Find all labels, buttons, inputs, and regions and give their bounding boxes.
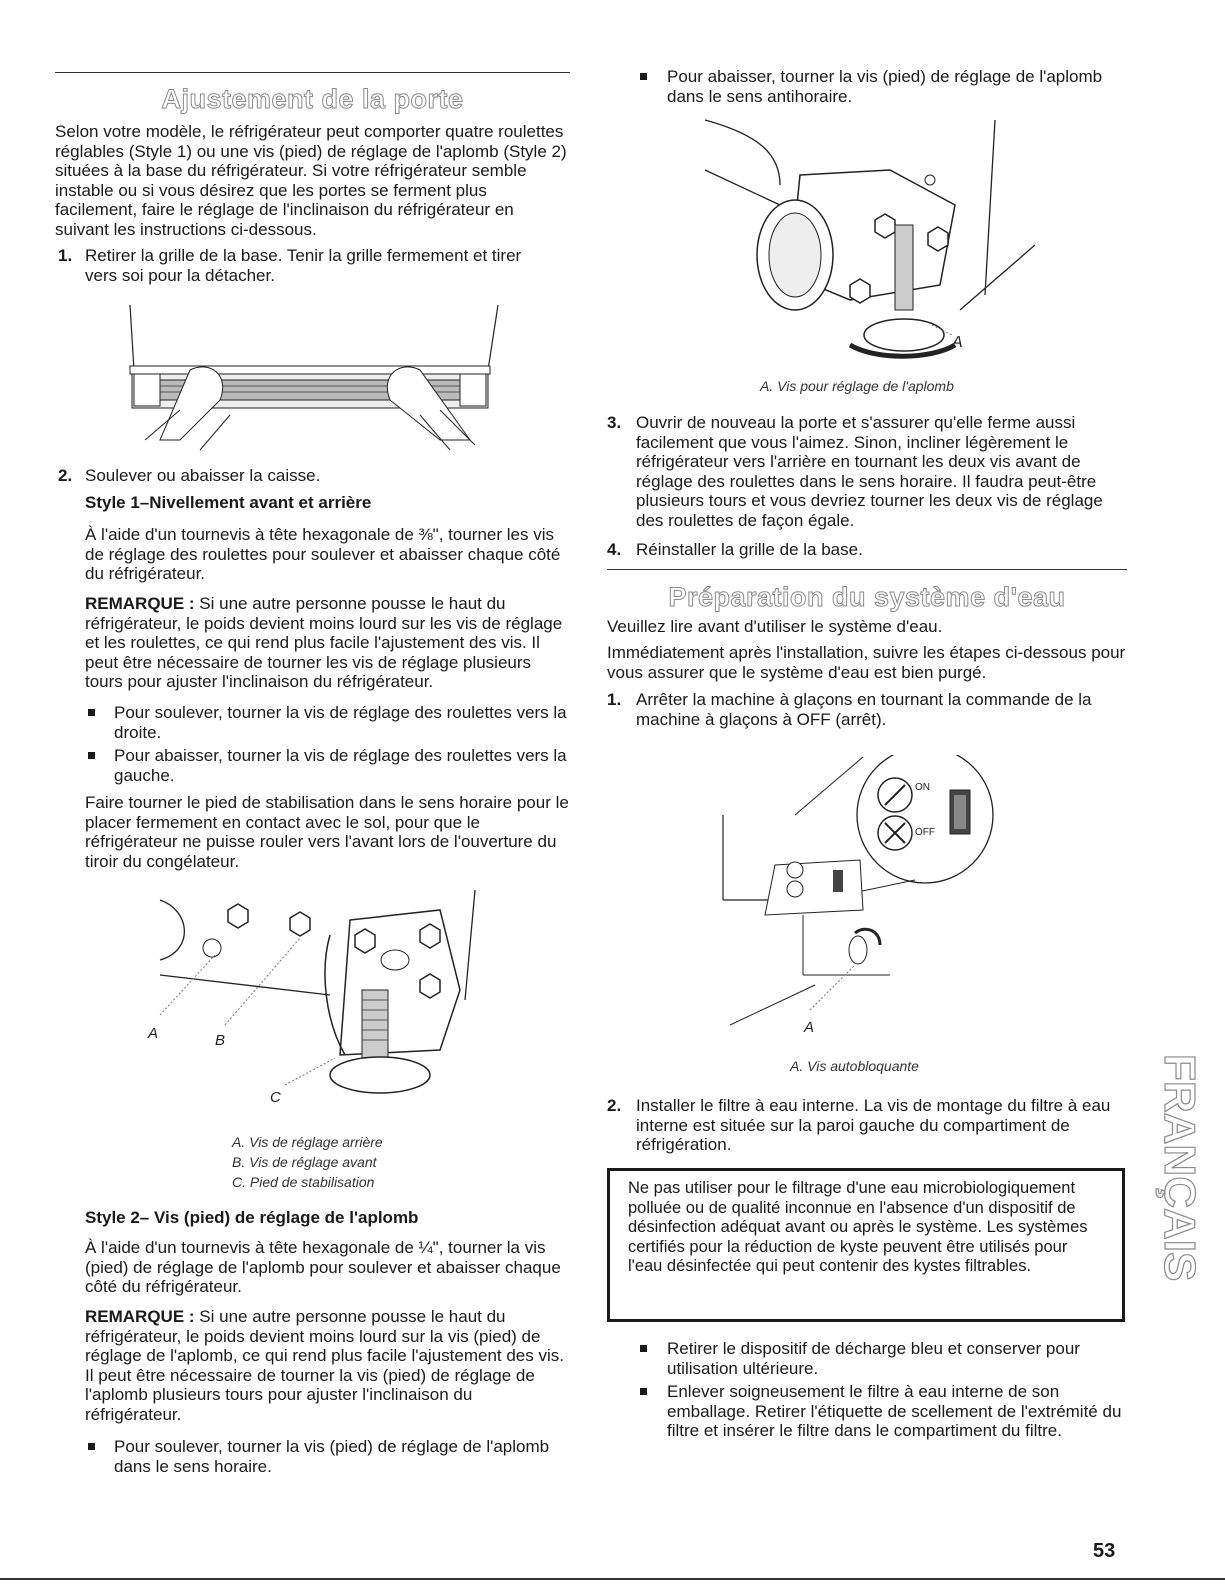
label-a: A xyxy=(952,334,963,351)
caption-stabilizer-foot: C. Pied de stabilisation xyxy=(232,1174,375,1190)
heading-door-adjustment: Ajustement de la porte xyxy=(161,84,464,114)
bullet-lower-casters: Pour abaisser, tourner la vis de réglage des roulettes vers la gauche. xyxy=(114,746,567,785)
step-2-text: Soulever ou abaisser la caisse. xyxy=(85,466,321,485)
water-step-2-number: 2. xyxy=(607,1096,622,1115)
caption-rear-screw: A. Vis de réglage arrière xyxy=(232,1134,383,1150)
caption-leveling-screw: A. Vis pour réglage de l'aplomb xyxy=(760,378,954,394)
water-step-1-number: 1. xyxy=(607,690,622,709)
label-b: B xyxy=(215,1032,226,1049)
label-a: A xyxy=(148,1025,159,1042)
warning-text: Ne pas utiliser pour le filtrage d'une eau microbiologiquement polluée ou de qualité inconnue en l'absence d'un dispositif de désinfection adéquat avant ou après le système. Les systèmes certifiés pour la réduction de kyste peuvent être utilisés pour l'eau désinfectée qui peut contenir des kystes filtrables. xyxy=(628,1179,1088,1275)
remarque-label: REMARQUE : xyxy=(85,1307,195,1326)
language-side-tab xyxy=(1150,1050,1206,1350)
step-4-text: Réinstaller la grille de la base. xyxy=(636,540,863,559)
water-intro-1: Veuillez lire avant d'utiliser le système d'eau. xyxy=(607,617,943,636)
remarque-1-text: Si une autre personne pousse le haut du réfrigérateur, le poids devient moins lourd sur les vis de réglage et les roulettes, ce qui rend plus facile l'ajustement des vis. Il peut être nécessaire de tourner les vis de réglage plusieurs tours pour ajuster l'inclinaison du réfrigérateur. xyxy=(85,594,563,691)
step-2-number: 2. xyxy=(58,466,73,485)
step-1-text: Retirer la grille de la base. Tenir la grille fermement et tirer vers soi pour la détacher. xyxy=(85,246,522,285)
remarque-1 xyxy=(85,594,565,692)
bullet-lower-leveling-foot: Pour abaisser, tourner la vis (pied) de réglage de l'aplomb dans le sens antihoraire. xyxy=(667,67,1103,106)
bullet-marker xyxy=(640,1345,647,1352)
water-step-2-text: Installer le filtre à eau interne. La vis de montage du filtre à eau interne est située sur la paroi gauche du compartiment de réfrigération. xyxy=(636,1096,1111,1154)
bullet-marker xyxy=(88,709,95,716)
step-3-text: Ouvrir de nouveau la porte et s'assurer qu'elle ferme aussi facilement que vous l'aimez. Sinon, incliner légèrement le réfrigérateur vers l'arrière en tournant les deux vis avant de réglage des roulettes dans le sens horaire. Il faudra peut-être plusieurs tours et vous devriez tourner les deux vis de réglage des roulettes de façon égale. xyxy=(636,413,1103,530)
step-4-number: 4. xyxy=(607,540,622,559)
page-bottom-rule xyxy=(0,1578,1225,1580)
page-number: 53 xyxy=(1093,1540,1116,1562)
water-intro-2: Immédiatement après l'installation, suivre les étapes ci-dessous pour vous assurer que le système d'eau est bien purgé. xyxy=(607,643,1126,682)
on-label: ON xyxy=(915,782,930,793)
bullet-marker xyxy=(640,1388,647,1395)
leveling-foot-illustration xyxy=(700,115,1045,365)
warning-box xyxy=(607,1168,1125,1322)
step-1-number: 1. xyxy=(58,246,73,265)
bullet-marker xyxy=(88,1443,95,1450)
bullet-blue-discharge: Retirer le dispositif de décharge bleu et conserver pour utilisation ultérieure. xyxy=(667,1339,1080,1378)
language-tab-label: FRANÇAIS xyxy=(1155,1054,1204,1282)
section-rule-water xyxy=(607,569,1127,570)
off-label: OFF xyxy=(915,827,935,838)
bullet-raise-leveling-foot: Pour soulever, tourner la vis (pied) de réglage de l'aplomb dans le sens horaire. xyxy=(114,1437,550,1476)
section-rule-top-left xyxy=(55,72,570,73)
label-a: A xyxy=(804,1019,815,1035)
stabilize-paragraph: Faire tourner le pied de stabilisation dans le sens horaire pour le placer fermement en contact avec le sol, pour que le réfrigérateur ne puisse rouler vers l'avant lors de l'ouverture du tiroir du congélateur. xyxy=(85,793,569,871)
bullet-marker xyxy=(88,752,95,759)
style-2-text: À l'aide d'un tournevis à tête hexagonale de ¼", tourner la vis (pied) de réglage de l'aplomb pour soulever et abaisser chaque côté du réfrigérateur. xyxy=(85,1238,561,1296)
caption-front-screw: B. Vis de réglage avant xyxy=(232,1154,377,1170)
heading-water-system: Préparation du système d'eau xyxy=(668,582,1066,612)
remarque-2 xyxy=(85,1307,570,1424)
water-step-1-text: Arrêter la machine à glaçons en tournant la commande de la machine à glaçons à OFF (arrêt). xyxy=(636,690,1092,729)
style-2-title: Style 2– Vis (pied) de réglage de l'aplomb xyxy=(85,1208,419,1227)
bullet-raise-casters: Pour soulever, tourner la vis de réglage des roulettes vers la droite. xyxy=(114,703,567,742)
style-1-text: À l'aide d'un tournevis à tête hexagonale de ⅜", tourner les vis de réglage des roulettes pour soulever et abaisser chaque côté du réfrigérateur. xyxy=(85,525,561,583)
intro-text: Selon votre modèle, le réfrigérateur peut comporter quatre roulettes réglables (Style 1) ou une vis (pied) de réglage de l'aplomb (Style 2) situées à la base du réfrigérateur. Si votre réfrigérateur semble instable ou si vous désirez que les portes se ferment plus facilement, faire le réglage de l'inclinaison du réfrigérateur en suivant les instructions ci-dessous. xyxy=(55,122,567,239)
label-c: C xyxy=(270,1089,281,1105)
bullet-install-filter: Enlever soigneusement le filtre à eau interne de son emballage. Retirer l'étiquette de scellement de l'extrémité du filtre et insérer le filtre dans le compartiment du filtre. xyxy=(667,1382,1122,1440)
step-3-number: 3. xyxy=(607,413,622,432)
remarque-label: REMARQUE : xyxy=(85,594,195,613)
ice-maker-switch-illustration xyxy=(715,755,1015,1035)
style-1-title: Style 1–Nivellement avant et arrière xyxy=(85,493,372,512)
intro-paragraph xyxy=(55,122,570,239)
caption-self-locking-screw: A. Vis autobloquante xyxy=(790,1058,919,1074)
remarque-2-text: Si une autre personne pousse le haut du réfrigérateur, le poids devient moins lourd sur la vis (pied) de réglage de l'aplomb, ce qui rend plus facile l'ajustement des vis. Il peut être nécessaire de tourner la vis (pied) de réglage de l'aplomb plusieurs tours pour ajuster l'inclinaison du réfrigérateur. xyxy=(85,1307,564,1424)
caster-adjustment-illustration xyxy=(140,880,500,1105)
base-grille-illustration xyxy=(120,300,500,460)
bullet-marker xyxy=(640,73,647,80)
